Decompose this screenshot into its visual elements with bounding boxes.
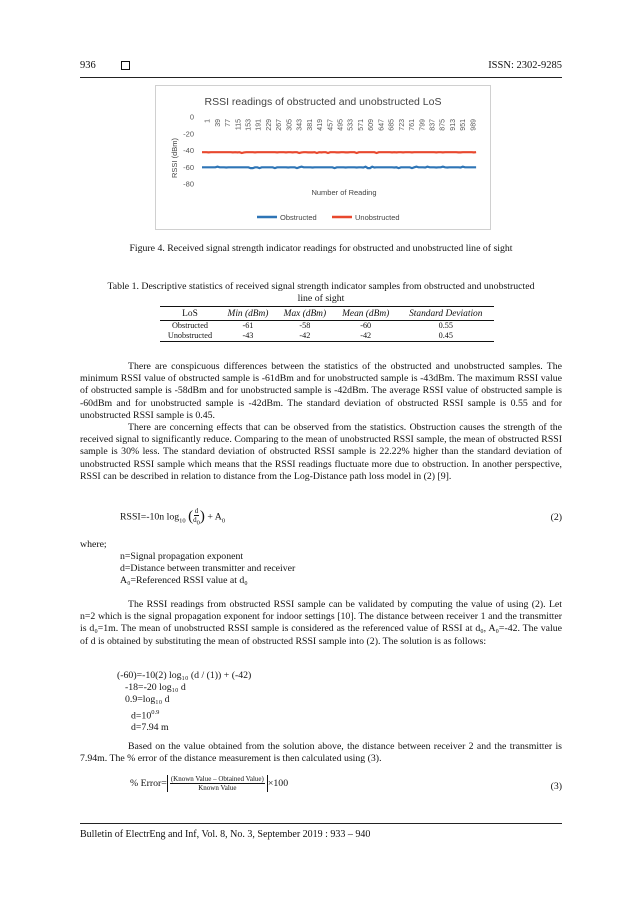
table-header-row [160,307,494,321]
def-a0: A₀=Referenced RSSI value at d₀ [120,575,248,587]
series-line-unobstructed [202,152,476,153]
table-cell: Unobstructed [160,331,220,342]
eq2-den-sub: 0 [196,519,200,527]
solution-line: d=7.94 m [131,722,169,734]
eq2-den: d [193,516,197,524]
table-cell: -58 [299,321,311,330]
table-cell: 0.55 [438,321,453,330]
x-tick-label: 343 [296,119,304,131]
eq3-abs [167,775,268,792]
def-d: d=Distance between transmitter and receiver [120,563,296,575]
issn: ISSN: 2302-9285 [488,60,562,71]
footer-text: Bulletin of ElectrEng and Inf, Vol. 8, No. 3, September 2019 : 933 – 940 [80,829,371,840]
x-tick-label: 609 [368,119,376,131]
col-header: Mean (dBm) [334,307,398,321]
header-rule [80,77,562,78]
table-cell: 0.45 [398,331,494,342]
footer-rule [80,823,562,824]
solution-exp: 0.9 [151,708,160,716]
x-tick-label: 913 [449,119,457,131]
table-caption [88,281,554,305]
table-row [160,321,494,332]
chart-title: RSSI readings of obstructed and unobstructed LoS [204,96,442,108]
equation-3 [130,775,288,792]
x-tick-label: 571 [357,119,365,131]
chart-frame [155,85,491,230]
legend-label-unobstructed: Unobstructed [355,213,400,222]
body-text-2 [80,599,562,648]
paragraph: There are conspicuous differences between the statistics of the obstructed and unobstructed samples. The minimum RSSI value of obstructed sample is -61dBm and for unobstructed sample is -43dBm. The maximum RSSI value of obstructed sample is -58dBm and for unobstructed sample is -42dBm. The average RSSI value of obstructed sample is -60dBm and for unobstructed sample is -42dBm. The standard deviation of obstructed RSSI sample is 0.55 and for unobstructed RSSI sample is 0.45. [80,361,562,421]
eq2-lhs: RSSI=-10n log [120,511,180,523]
col-header: LoS [160,307,220,321]
paragraph: There are concerning effects that can be observed from the statistics. Obstruction causes the strength of the received signal to significantly reduce. Comparing to the mean of unobstructed RSSI sample, the mean of obstructed RSSI sample is 30% less. The standard deviation of obstructed RSSI sample is 22.22% higher than the standard deviation of unobstructed RSSI sample which means that the RSSI readings fluctuate more due to obstruction. In another perspective, RSSI can be described in relation to distance from the Log-Distance path loss model in (2) [9]. [80,422,562,482]
eq3-lhs: % Error= [130,778,167,789]
x-tick-label: 495 [337,119,345,131]
x-tick-label: 685 [388,119,396,131]
eq2-rhs: + A [207,511,222,523]
table-cell: -42 [334,331,398,342]
legend-label-obstructed: Obstructed [280,213,317,222]
x-tick-label: 229 [265,119,273,131]
solution-block [117,670,251,734]
rssi-chart [156,86,490,229]
x-tick-label: 381 [306,119,314,131]
col-header: Min (dBm) [220,307,276,321]
x-tick-label: 647 [378,119,386,131]
eq2-base: 10 [179,517,186,525]
y-tick-label: 0 [189,112,194,122]
solution-base: d=10 [131,709,152,721]
x-tick-label: 951 [460,119,468,131]
x-tick-label: 533 [347,119,355,131]
x-tick-label: 761 [409,119,417,131]
solution-line [117,707,251,722]
y-tick-label: -20 [183,129,194,139]
y-axis-label: RSSI (dBm) [170,137,179,179]
table-cell: -61 [242,321,254,330]
page-number: 936 [80,60,96,71]
x-tick-label: 115 [235,119,243,131]
where-label: where; [80,539,107,550]
paragraph: The RSSI readings from obstructed RSSI sample can be validated by computing the value of using (2). Let n=2 which is the signal propagation exponent for indoor settings [10]. The distance between receiver 1 and the transmitter is d₀=1m. The mean of unobstructed RSSI sample is considered as the referenced value of RSSI at d₀, A₀=-42. The value of d is obtained by substituting the mean of obstructed RSSI sample into (2). The solution is as follows: [80,599,562,647]
table-cell: Obstructed [172,321,208,330]
x-tick-label: 723 [398,119,406,131]
col-header: Max (dBm) [276,307,334,321]
x-tick-label: 989 [470,119,478,131]
col-header: Standard Deviation [398,307,494,321]
x-tick-label: 457 [327,119,335,131]
equation-2: RSSI=-10n $\log_{10}$ ( $\frac{d}{d_0}$ ) + $A_0$ [120,507,226,527]
y-tick-label: -40 [183,146,194,155]
body-text-3 [80,741,562,765]
eq2-num: d [194,507,199,515]
paragraph: Based on the value obtained from the solution above, the distance between receiver 2 and the transmitter is 7.94m. The % error of the distance measurement is then calculated using (3). [80,741,562,765]
where-definitions [120,551,295,588]
series-line-obstructed [202,167,476,168]
equation-3-number: (3) [550,781,562,792]
x-axis-label: Number of Reading [311,188,377,197]
x-tick-label: 77 [225,119,233,127]
equation-2-number: (2) [550,512,562,523]
square-bullet-icon [121,61,130,72]
y-tick-label: -80 [183,179,194,189]
y-tick-label: -60 [183,162,194,172]
x-tick-label: 875 [439,119,447,131]
x-tick-label: 799 [419,119,427,131]
table-caption-line2: line of sight [297,293,345,304]
eq3-rhs: ×100 [267,778,289,789]
stats-table [160,306,494,342]
eq2-rhs-sub: 0 [221,517,226,525]
table-cell: -42 [276,331,334,342]
table-caption-line1: Table 1. Descriptive statistics of received signal strength indicator samples from obstructed and unobstructed [107,281,535,292]
solution-line: -18=-20 log₁₀ d [125,682,186,694]
x-tick-label: 1 [204,119,212,123]
x-tick-label: 267 [276,119,284,131]
body-text-1 [80,361,562,483]
eq2-fraction [193,507,200,527]
eq3-den: Known Value [198,784,237,792]
x-tick-label: 191 [255,119,263,131]
x-tick-label: 305 [286,119,294,131]
table-cell: -60 [360,321,372,330]
solution-line: (-60)=-10(2) log₁₀ (d / (1)) + (-42) [117,670,252,681]
x-tick-label: 837 [429,119,437,131]
x-tick-label: 153 [245,119,253,131]
def-n: n=Signal propagation exponent [120,551,244,562]
figure-caption: Figure 4. Received signal strength indicator readings for obstructed and unobstructed line of sight [129,243,513,254]
x-tick-label: 419 [317,119,325,131]
table-cell: -43 [220,331,276,342]
eq3-num: (Known Value – Obtained Value) [170,775,264,783]
solution-line: 0.9=log₁₀ d [125,694,170,706]
x-tick-label: 39 [214,119,222,127]
eq3-fraction [170,775,265,792]
table-row [160,331,494,342]
